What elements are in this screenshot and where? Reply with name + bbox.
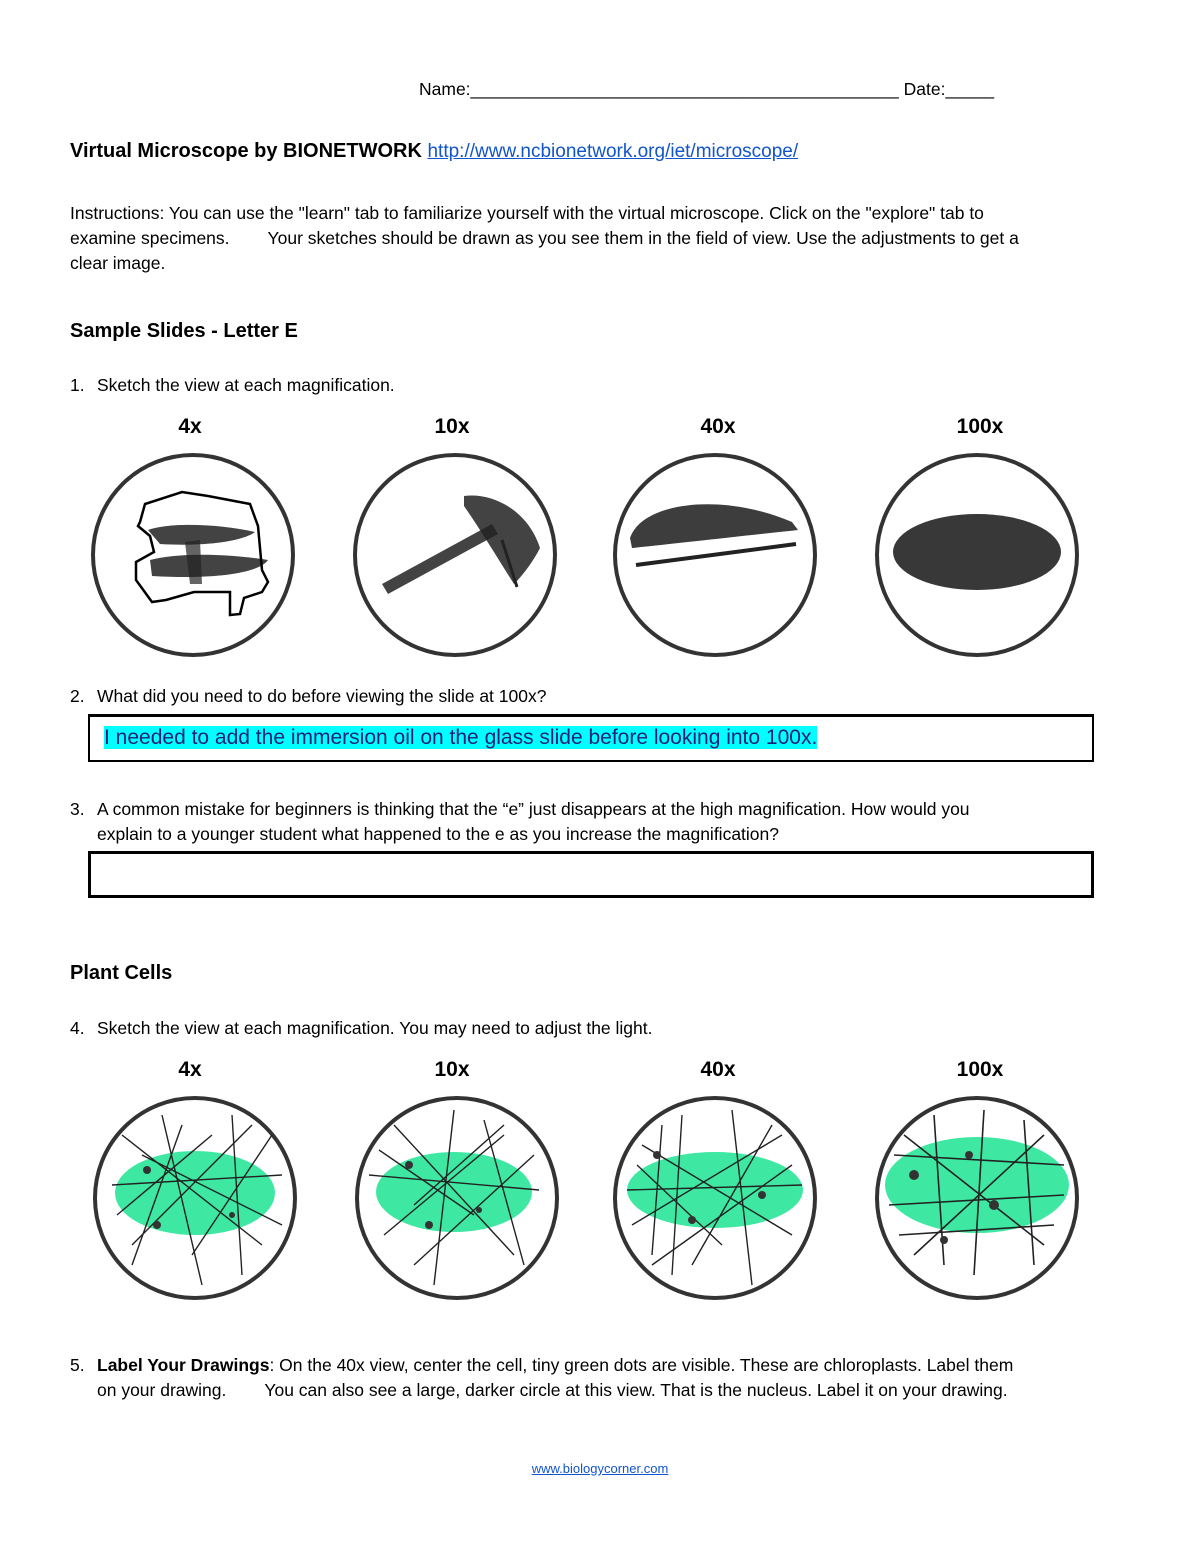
mag-label-10x: 10x [434, 415, 470, 438]
plant-field-of-view-100x[interactable] [874, 1095, 1080, 1301]
field-of-view-40x[interactable] [612, 452, 818, 658]
instructions-line3: clear image. [70, 253, 166, 273]
q1-number: 1. [70, 375, 85, 395]
date-label: Date: [903, 79, 946, 99]
q3-text [97, 797, 1137, 847]
date-field[interactable]: _____ [945, 79, 995, 99]
section-heading-plant-cells: Plant Cells [70, 962, 173, 984]
name-field[interactable]: ____________________________________________ [470, 79, 899, 99]
plant-mag-label-40x: 40x [700, 1058, 736, 1081]
plant-mag-label-4x: 4x [178, 1058, 202, 1081]
q5-line1: : On the 40x view, center the cell, tiny green dots are visible. These are chloroplasts. Label them [269, 1355, 1014, 1375]
q3-line1: A common mistake for beginners is thinking that the “e” just disappears at the high magnification. How would you [97, 799, 970, 819]
q5-line2a: on your drawing. [97, 1380, 227, 1400]
q5-number: 5. [70, 1355, 85, 1375]
q3-line2: explain to a younger student what happened to the e as you increase the magnification? [97, 824, 779, 844]
q4-number: 4. [70, 1018, 85, 1038]
instructions [70, 201, 1150, 276]
q5-text [97, 1353, 1147, 1403]
q5-line2b: You can also see a large, darker circle at this view. That is the nucleus. Label it on your drawing. [264, 1380, 1008, 1400]
name-date-line [419, 77, 994, 102]
q2-number: 2. [70, 686, 85, 706]
section-heading-letter-e: Sample Slides - Letter E [70, 320, 298, 342]
mag-label-4x: 4x [178, 415, 202, 438]
field-of-view-10x[interactable] [352, 452, 558, 658]
q3-number: 3. [70, 799, 85, 819]
plant-field-of-view-10x[interactable] [354, 1095, 560, 1301]
plant-field-of-view-40x[interactable] [612, 1095, 818, 1301]
q2-text: What did you need to do before viewing the slide at 100x? [97, 686, 547, 706]
mag-label-40x: 40x [700, 415, 736, 438]
instructions-line2b: Your sketches should be drawn as you see them in the field of view. Use the adjustments to get a [267, 228, 1019, 248]
plant-mag-label-10x: 10x [434, 1058, 470, 1081]
q5-bold-label: Label Your Drawings [97, 1355, 270, 1375]
microscope-link[interactable]: http://www.ncbionetwork.org/iet/microscope/ [427, 141, 799, 162]
q2-answer-text: I needed to add the immersion oil on the glass slide before looking into 100x. [104, 726, 818, 749]
q1-text: Sketch the view at each magnification. [97, 375, 395, 395]
q4-text: Sketch the view at each magnification. You may need to adjust the light. [97, 1018, 653, 1038]
field-of-view-100x[interactable] [874, 452, 1080, 658]
q3-answer-box[interactable] [88, 851, 1094, 898]
title-text: Virtual Microscope by BIONETWORK [70, 140, 422, 162]
page-title [70, 140, 798, 163]
instructions-line1: Instructions: You can use the "learn" tab to familiarize yourself with the virtual microscope. Click on the "explore" tab to [70, 203, 984, 223]
footer-link[interactable]: www.biologycorner.com [531, 1461, 669, 1476]
instructions-line2a: examine specimens. [70, 228, 230, 248]
name-label: Name: [419, 79, 471, 99]
plant-mag-label-100x: 100x [956, 1058, 1004, 1081]
mag-label-100x: 100x [956, 415, 1004, 438]
field-of-view-4x[interactable] [90, 452, 296, 658]
q2-answer-box[interactable] [88, 714, 1094, 762]
plant-field-of-view-4x[interactable] [92, 1095, 298, 1301]
footer [0, 1460, 1200, 1478]
